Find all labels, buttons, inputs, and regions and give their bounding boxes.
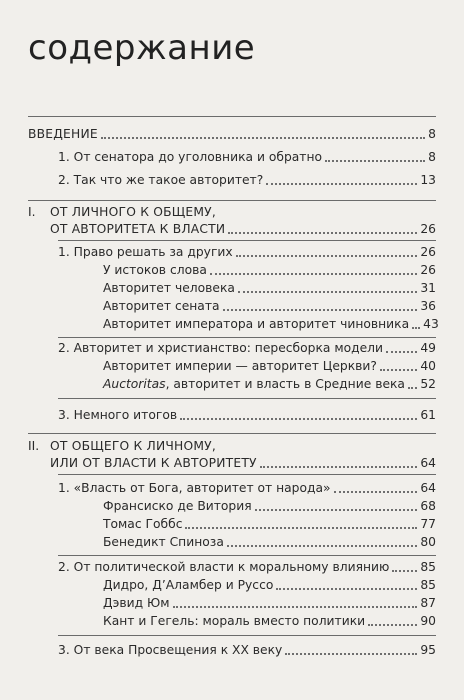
toc-entry[interactable] [58,147,436,165]
toc-page: 52 [420,377,436,391]
subsection-rule [58,555,436,556]
leader-dots [368,624,417,626]
toc-label: 2. От политической власти к моральному влиянию [58,560,390,574]
toc-page: 85 [420,578,436,592]
part-heading-line1: ОТ ОБЩЕГО К ЛИЧНОМУ, [50,439,216,453]
toc-page: 13 [420,173,436,187]
toc-label: 2. Так что же такое авторитет? [58,173,264,187]
leader-dots [227,545,417,547]
toc-label: 1. От сенатора до уголовника и обратно [58,150,323,164]
toc-label: 1. Право решать за других [58,245,233,259]
toc-entry-part1[interactable] [50,219,436,237]
leader-dots [260,466,418,468]
toc-entry[interactable] [103,496,436,514]
toc-label: У истоков слова [103,263,207,277]
toc-page: 26 [420,263,436,277]
toc-entry[interactable] [58,557,436,575]
toc-entry[interactable] [103,593,436,611]
toc-entry[interactable] [103,374,436,392]
toc-page: 80 [420,535,436,549]
leader-dots [412,327,420,329]
toc-page: 8 [428,127,436,141]
leader-dots [238,291,417,293]
toc-entry[interactable] [58,405,436,423]
subsection-rule [58,635,436,636]
toc-label: Авторитет сената [103,299,220,313]
toc-entry[interactable] [103,532,436,550]
leader-dots [228,232,417,234]
toc-page: 87 [420,596,436,610]
toc-label: Авторитет империи — авторитет Церкви? [103,359,377,373]
toc-page: 68 [420,499,436,513]
subsection-rule [58,474,436,475]
toc-entry[interactable] [103,611,436,629]
leader-dots [101,137,425,139]
toc-label: 3. От века Просвещения к XX веку [58,643,283,657]
section-rule [28,433,436,434]
toc-page: 40 [420,359,436,373]
toc-label: 2. Авторитет и христианство: пересборка модели [58,341,384,355]
toc-page: 90 [420,614,436,628]
toc-entry[interactable] [103,278,436,296]
toc-entry[interactable] [103,575,436,593]
leader-dots [173,606,418,608]
leader-dots [236,255,418,257]
toc-entry-part2[interactable] [50,453,436,471]
toc-entry[interactable] [58,338,436,356]
toc-page: 26 [420,222,436,236]
toc-label-italic: Auctoritas [103,377,166,391]
title-rule [28,116,436,117]
toc-page: 8 [428,150,436,164]
toc-entry[interactable] [103,260,436,278]
toc-entry[interactable] [58,242,436,260]
toc-label [103,376,405,392]
toc-label: Кант и Гегель: мораль вместо политики [103,614,366,628]
toc-page: 64 [420,456,436,470]
toc-page: 95 [420,643,436,657]
subsection-rule [58,398,436,399]
part-heading-line2: ОТ АВТОРИТЕТА К ВЛАСТИ [50,222,226,236]
leader-dots [380,369,417,371]
leader-dots [210,273,417,275]
toc-page: 49 [420,341,436,355]
toc-page: 31 [420,281,436,295]
toc-entry[interactable] [103,356,436,374]
toc-page: 77 [420,517,436,531]
leader-dots [223,309,418,311]
leader-dots [392,570,417,572]
toc-label: Авторитет человека [103,281,235,295]
leader-dots [325,160,425,162]
toc-entry[interactable] [58,640,436,658]
toc-entry-intro[interactable] [28,124,436,142]
leader-dots [180,418,417,420]
toc-label: Бенедикт Спиноза [103,535,224,549]
toc-label: 1. «Власть от Бога, авторитет от народа» [58,481,331,495]
toc-label: ВВЕДЕНИЕ [28,127,98,141]
toc-label: Дэвид Юм [103,596,170,610]
part-number: II. [28,439,40,453]
toc-label: 3. Немного итогов [58,408,178,422]
part-heading-line2: ИЛИ ОТ ВЛАСТИ К АВТОРИТЕТУ [50,456,257,470]
part-heading-line1: ОТ ЛИЧНОГО К ОБЩЕМУ, [50,205,216,219]
toc-page: 85 [420,560,436,574]
toc-page: 61 [420,408,436,422]
toc-page: 36 [420,299,436,313]
page-title: содержание [28,28,256,68]
part-number: I. [28,205,36,219]
leader-dots [386,351,417,353]
toc-label: Дидро, Д’Аламбер и Руссо [103,578,274,592]
toc-entry[interactable] [58,170,436,188]
toc-label-rest: , авторитет и власть в Средние века [165,377,405,391]
toc-label: Франсиско де Витория [103,499,252,513]
toc-label: Авторитет императора и авторитет чиновника [103,317,410,331]
toc-page: 43 [423,317,439,331]
subsection-rule [58,240,436,241]
toc-page: 26 [420,245,436,259]
toc-label: Томас Гоббс [103,517,183,531]
toc-entry[interactable] [103,296,436,314]
toc-entry[interactable] [58,478,436,496]
leader-dots [334,491,418,493]
leader-dots [266,183,417,185]
leader-dots [285,653,417,655]
leader-dots [408,387,417,389]
leader-dots [185,527,417,529]
toc-entry[interactable] [103,514,436,532]
leader-dots [255,509,418,511]
section-rule [28,200,436,201]
toc-entry[interactable] [103,314,439,332]
toc-page: 64 [420,481,436,495]
leader-dots [276,588,417,590]
